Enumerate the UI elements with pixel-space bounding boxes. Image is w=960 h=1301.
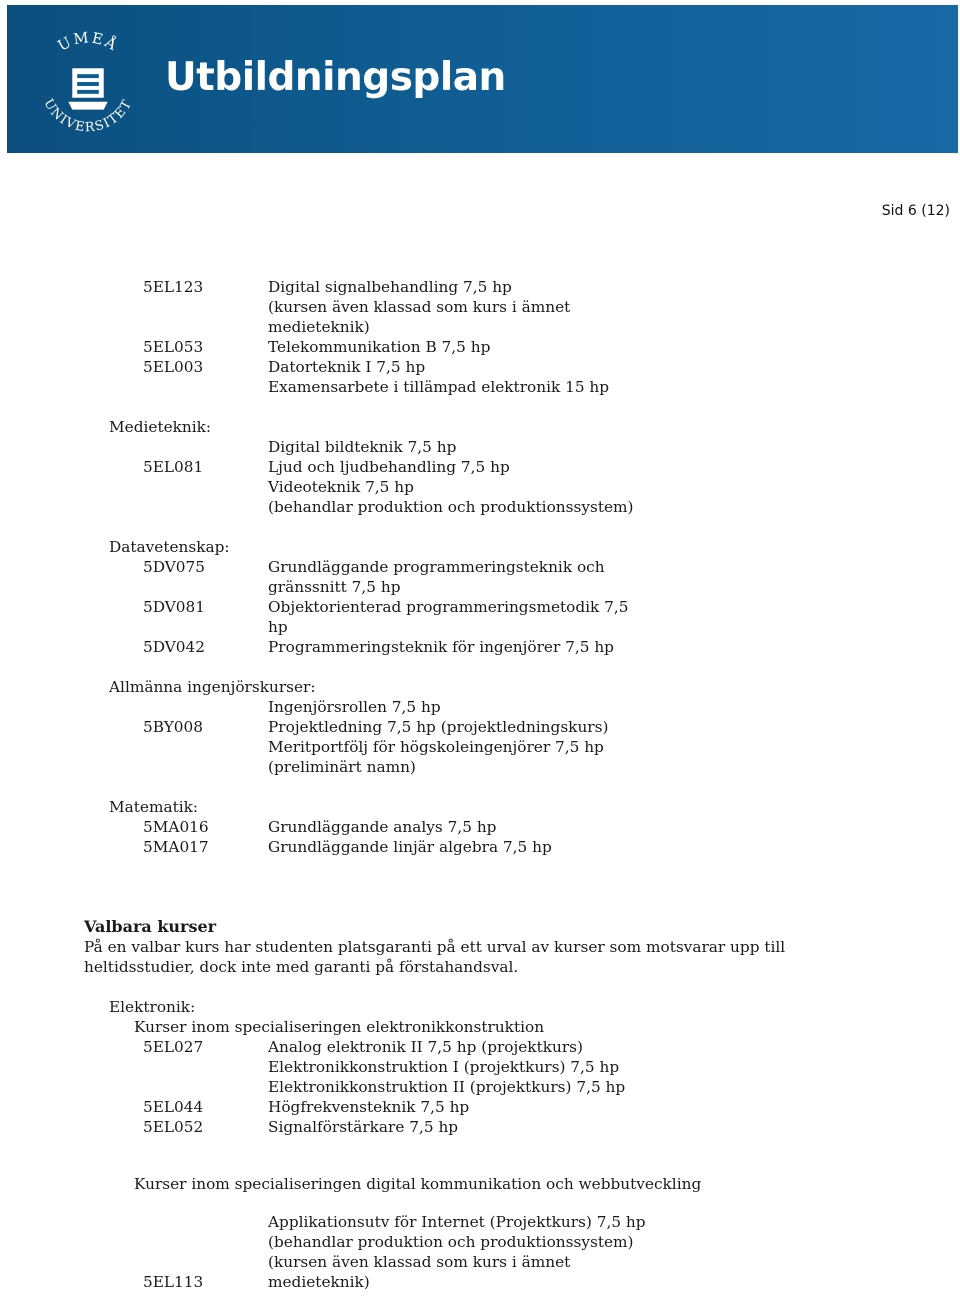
text-line: Datavetenskap:: [109, 538, 230, 556]
text-line: Kurser inom specialiseringen digital kommunikation och webbutveckling: [134, 1175, 702, 1193]
text-line: På en valbar kurs har studenten platsgaranti på ett urval av kurser som motsvarar upp till: [84, 938, 786, 956]
text-line: 5EL113: [143, 1273, 204, 1291]
svg-text:UMEÅ: UMEÅ: [55, 29, 122, 55]
header-banner: [7, 5, 958, 153]
text-line: 5MA017: [143, 838, 209, 856]
text-line: Matematik:: [109, 798, 199, 816]
text-line: (kursen även klassad som kurs i ämnet: [268, 1253, 571, 1271]
text-line: Datorteknik I 7,5 hp: [268, 358, 426, 376]
text-line: 5DV075: [143, 558, 205, 576]
text-line: 5EL081: [143, 458, 204, 476]
text-line: Meritportfölj för högskoleingenjörer 7,5 hp: [268, 738, 604, 756]
text-line: 5DV081: [143, 598, 205, 616]
text-line: Kurser inom specialiseringen elektronikkonstruktion: [134, 1018, 545, 1036]
text-line: Grundläggande linjär algebra 7,5 hp: [268, 838, 552, 856]
text-line: (preliminärt namn): [268, 758, 416, 776]
banner-title: Utbildningsplan: [165, 55, 506, 100]
text-line: (behandlar produktion och produktionssystem): [268, 1233, 634, 1251]
text-line: 5EL123: [143, 278, 204, 296]
text-line: (behandlar produktion och produktionssystem): [268, 498, 634, 516]
text-line: 5EL052: [143, 1118, 204, 1136]
text-line: Ingenjörsrollen 7,5 hp: [268, 698, 441, 716]
text-line: Projektledning 7,5 hp (projektledningskurs): [268, 718, 609, 736]
svg-text:UNIVERSITET: UNIVERSITET: [40, 96, 136, 136]
text-line: 5MA016: [143, 818, 209, 836]
text-line: Grundläggande programmeringsteknik och: [268, 558, 605, 576]
text-line: Elektronikkonstruktion II (projektkurs) 7,5 hp: [268, 1078, 626, 1096]
text-line: Grundläggande analys 7,5 hp: [268, 818, 497, 836]
text-line: 5EL027: [143, 1038, 204, 1056]
text-line: medieteknik): [268, 318, 370, 336]
text-line: Programmeringsteknik för ingenjörer 7,5 hp: [268, 638, 614, 656]
text-line: (kursen även klassad som kurs i ämnet: [268, 298, 571, 316]
text-line: Högfrekvensteknik 7,5 hp: [268, 1098, 470, 1116]
text-line: heltidsstudier, dock inte med garanti på förstahandsval.: [84, 958, 519, 976]
text-line: Digital bildteknik 7,5 hp: [268, 438, 457, 456]
text-line: Medieteknik:: [109, 418, 212, 436]
page-number: Sid 6 (12): [881, 203, 950, 219]
text-line: Examensarbete i tillämpad elektronik 15 hp: [268, 378, 610, 396]
text-line: Signalförstärkare 7,5 hp: [268, 1118, 459, 1136]
text-line: Applikationsutv för Internet (Projektkurs) 7,5 hp: [268, 1213, 646, 1231]
text-line: Elektronikkonstruktion I (projektkurs) 7,5 hp: [268, 1058, 620, 1076]
text-line: medieteknik): [268, 1273, 370, 1291]
text-line: 5EL053: [143, 338, 204, 356]
text-line: Analog elektronik II 7,5 hp (projektkurs): [268, 1038, 583, 1056]
text-line: Elektronik:: [109, 998, 196, 1016]
text-line: gränssnitt 7,5 hp: [268, 578, 401, 596]
text-line: Ljud och ljudbehandling 7,5 hp: [268, 458, 510, 476]
university-seal-icon: [29, 25, 147, 143]
text-line: 5EL044: [143, 1098, 204, 1116]
text-line: 5DV042: [143, 638, 205, 656]
text-line: Allmänna ingenjörskurser:: [109, 678, 316, 696]
text-line: Videoteknik 7,5 hp: [268, 478, 414, 496]
text-line: Digital signalbehandling 7,5 hp: [268, 278, 512, 296]
text-line: hp: [268, 618, 288, 636]
text-line: 5EL003: [143, 358, 204, 376]
text-line: 5BY008: [143, 718, 203, 736]
section-heading: Valbara kurser: [84, 917, 217, 936]
text-line: Objektorienterad programmeringsmetodik 7,5: [268, 598, 629, 616]
text-line: Telekommunikation B 7,5 hp: [268, 338, 491, 356]
